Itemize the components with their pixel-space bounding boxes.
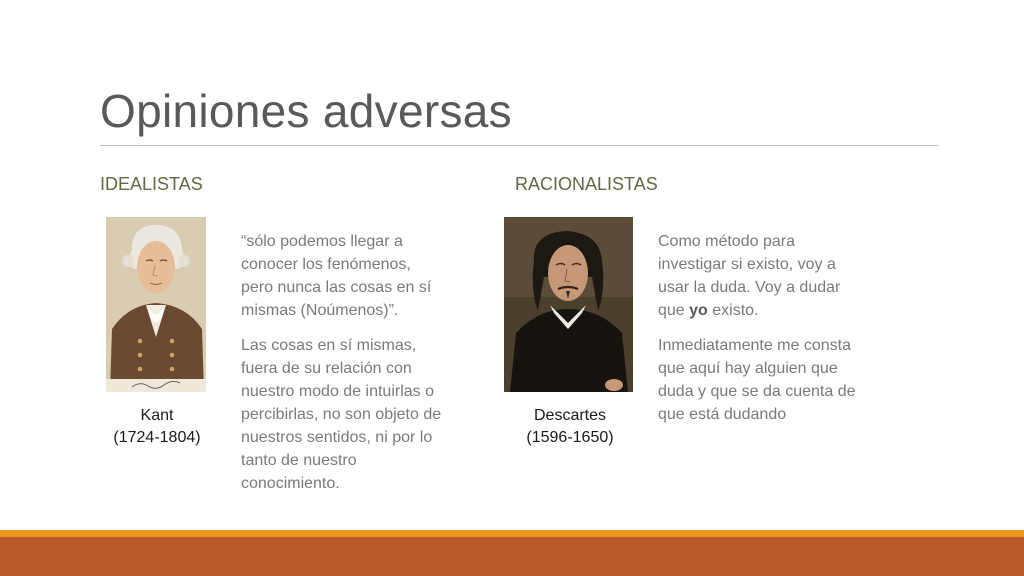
descartes-method-line: Como método para — [658, 233, 795, 250]
descartes-conclusion-line: Inmediatamente me consta — [658, 337, 851, 354]
descartes-method-line: investigar si existo, voy a — [658, 256, 836, 273]
heading-idealistas: IDEALISTAS — [100, 174, 203, 194]
emphasis-yo: yo — [689, 302, 708, 319]
slide-title: Opiniones adversas — [100, 85, 512, 137]
kant-dates: (1724-1804) — [113, 429, 201, 446]
descartes-text — [658, 230, 888, 438]
descartes-method-line — [658, 299, 888, 322]
kant-explanation-line: fuera de su relación con — [241, 360, 412, 377]
descartes-conclusion-line: que está dudando — [658, 406, 787, 423]
kant-explanation-line: Las cosas en sí mismas, — [241, 337, 417, 354]
kant-quote-line: mismas (Noúmenos)”. — [241, 302, 399, 319]
kant-name: Kant — [140, 407, 174, 424]
descartes-name: Descartes — [533, 407, 607, 424]
kant-explanation-line: conocimiento. — [241, 475, 340, 492]
footer-bar — [0, 537, 1024, 576]
method-text-after: existo. — [707, 302, 759, 319]
descartes-conclusion — [658, 334, 888, 426]
kant-quote — [241, 230, 469, 322]
kant-caption — [96, 405, 218, 449]
method-text-before: que — [658, 302, 690, 319]
kant-explanation-line: nuestro modo de intuirlas o — [241, 383, 434, 400]
kant-explanation-line: tanto de nuestro — [241, 452, 357, 469]
kant-quote-line: conocer los fenómenos, — [241, 256, 411, 273]
heading-racionalistas: RACIONALISTAS — [515, 174, 658, 194]
kant-explanation-line: nuestros sentidos, ni por lo — [241, 429, 433, 446]
descartes-portrait — [504, 217, 633, 392]
kant-quote-line: pero nunca las cosas en sí — [241, 279, 432, 296]
descartes-dates: (1596-1650) — [526, 429, 614, 446]
descartes-method-line: usar la duda. Voy a dudar — [658, 279, 841, 296]
footer-accent-bar — [0, 530, 1024, 537]
descartes-method — [658, 230, 888, 322]
kant-text — [241, 230, 469, 507]
title-divider — [100, 145, 938, 146]
descartes-conclusion-line: duda y que se da cuenta de — [658, 383, 856, 400]
kant-portrait — [106, 217, 206, 392]
kant-quote-line: “sólo podemos llegar a — [241, 233, 403, 250]
descartes-conclusion-line: que aquí hay alguien que — [658, 360, 838, 377]
descartes-caption — [505, 405, 635, 449]
kant-explanation — [241, 334, 469, 495]
kant-explanation-line: percibirlas, no son objeto de — [241, 406, 442, 423]
